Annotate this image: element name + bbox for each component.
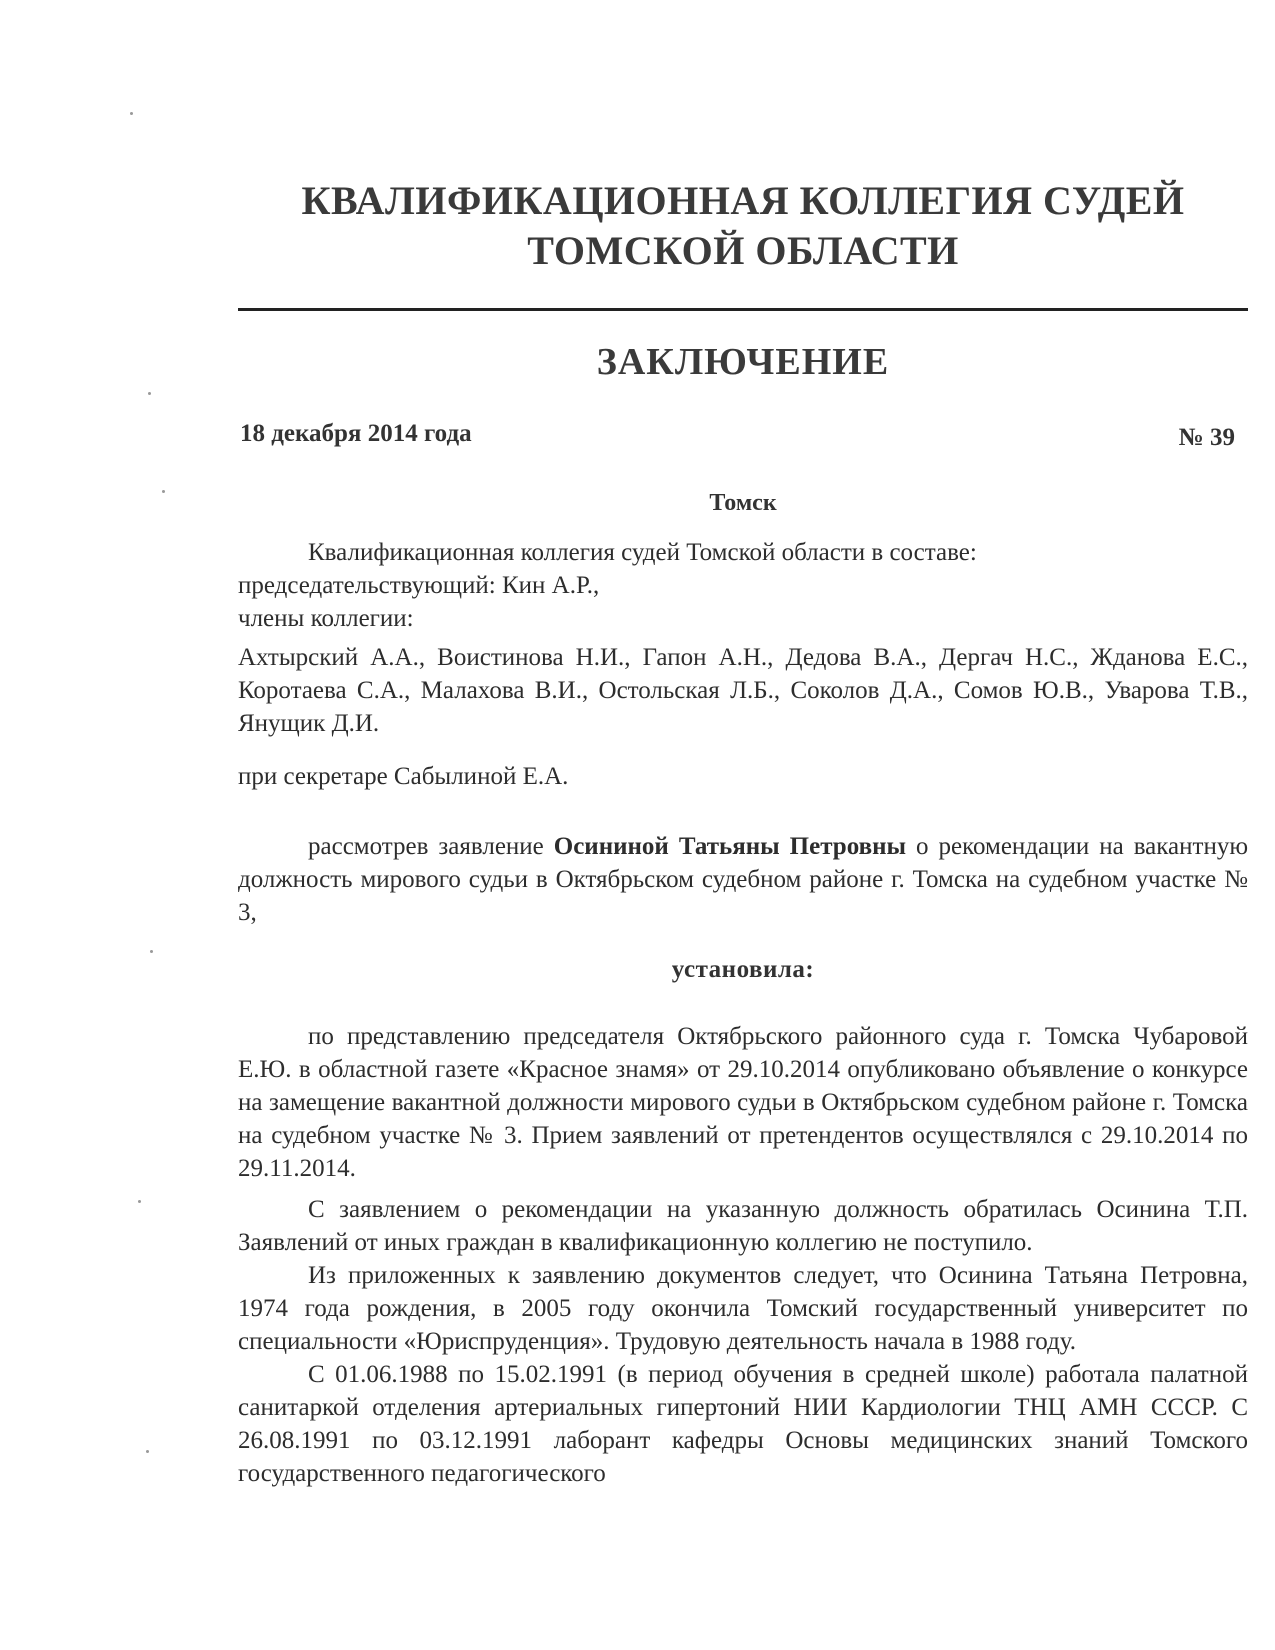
header-line-1: КВАЛИФИКАЦИОННАЯ КОЛЛЕГИЯ СУДЕЙ	[301, 178, 1185, 223]
composition-intro: Квалификационная коллегия судей Томской области в составе:	[308, 539, 977, 566]
findings-paragraph-2: С заявлением о рекомендации на указанную должность обратилась Осинина Т.П. Заявлений от иных граждан в квалификационную коллегию не поступило.	[238, 1196, 1248, 1256]
scan-speck	[162, 490, 165, 493]
document-title: ЗАКЛЮЧЕНИЕ	[596, 341, 890, 383]
scan-speck	[130, 112, 133, 115]
composition-members: Ахтырский А.А., Воистинова Н.И., Гапон А.Н., Дедова В.А., Дергач Н.С., Жданова Е.С., Коротаева С.А., Малахова В.И., Остольская Л.Б., Соколов Д.А., Сомов Ю.В., Уварова Т.В., Янущик Д.И.	[238, 644, 1248, 737]
document-city: Томск	[709, 490, 777, 516]
established-heading: установила:	[671, 956, 815, 983]
consideration-prefix: рассмотрев заявление	[308, 833, 554, 860]
scan-speck	[148, 392, 151, 395]
findings-paragraph-3: Из приложенных к заявлению документов следует, что Осинина Татьяна Петровна, 1974 года рождения, в 2005 году окончила Томский государственный университет по специальности «Юриспруденция». Трудовую деятельность начала в 1988 году.	[238, 1262, 1248, 1355]
composition-block	[238, 536, 1248, 740]
applicant-name: Осининой Татьяны Петровны	[553, 833, 907, 860]
findings-paragraph-1: по представлению председателя Октябрьского районного суда г. Томска Чубаровой Е.Ю. в областной газете «Красное знамя» от 29.10.2014 опубликовано объявление о конкурсе на замещение вакантной должности мирового судьи в Октябрьском судебном районе г. Томска на судебном участке № 3. Прием заявлений от претендентов осуществлялся с 29.10.2014 по 29.11.2014.	[238, 1023, 1248, 1182]
header-divider	[238, 308, 1248, 311]
findings-paragraph-4: С 01.06.1988 по 15.02.1991 (в период обучения в средней школе) работала палатной санитаркой отделения артериальных гипертоний НИИ Кардиологии ТНЦ АМН СССР. С 26.08.1991 по 03.12.1991 лаборант кафедры Основы медицинских знаний Томского государственного педагогического	[238, 1361, 1248, 1487]
document-date: 18 декабря 2014 года	[240, 420, 472, 447]
composition-chair: председательствующий: Кин А.Р.,	[238, 572, 600, 599]
organization-header	[238, 176, 1248, 276]
composition-members-label: члены коллегии:	[238, 605, 414, 632]
header-line-2: ТОМСКОЙ ОБЛАСТИ	[527, 228, 959, 273]
document-number: № 39	[1178, 424, 1235, 451]
findings-block	[238, 1020, 1248, 1490]
consideration-suffix: о рекомендации на вакантную должность мирового судьи в Октябрьском судебном районе г. Томска на судебном участке № 3,	[238, 833, 1248, 926]
scan-speck	[150, 950, 153, 953]
consideration-paragraph	[238, 830, 1248, 929]
scan-speck	[146, 1450, 149, 1453]
consideration-block	[238, 830, 1248, 929]
secretary-line: при секретаре Сабылиной Е.А.	[238, 763, 569, 790]
scan-speck	[138, 1200, 141, 1203]
